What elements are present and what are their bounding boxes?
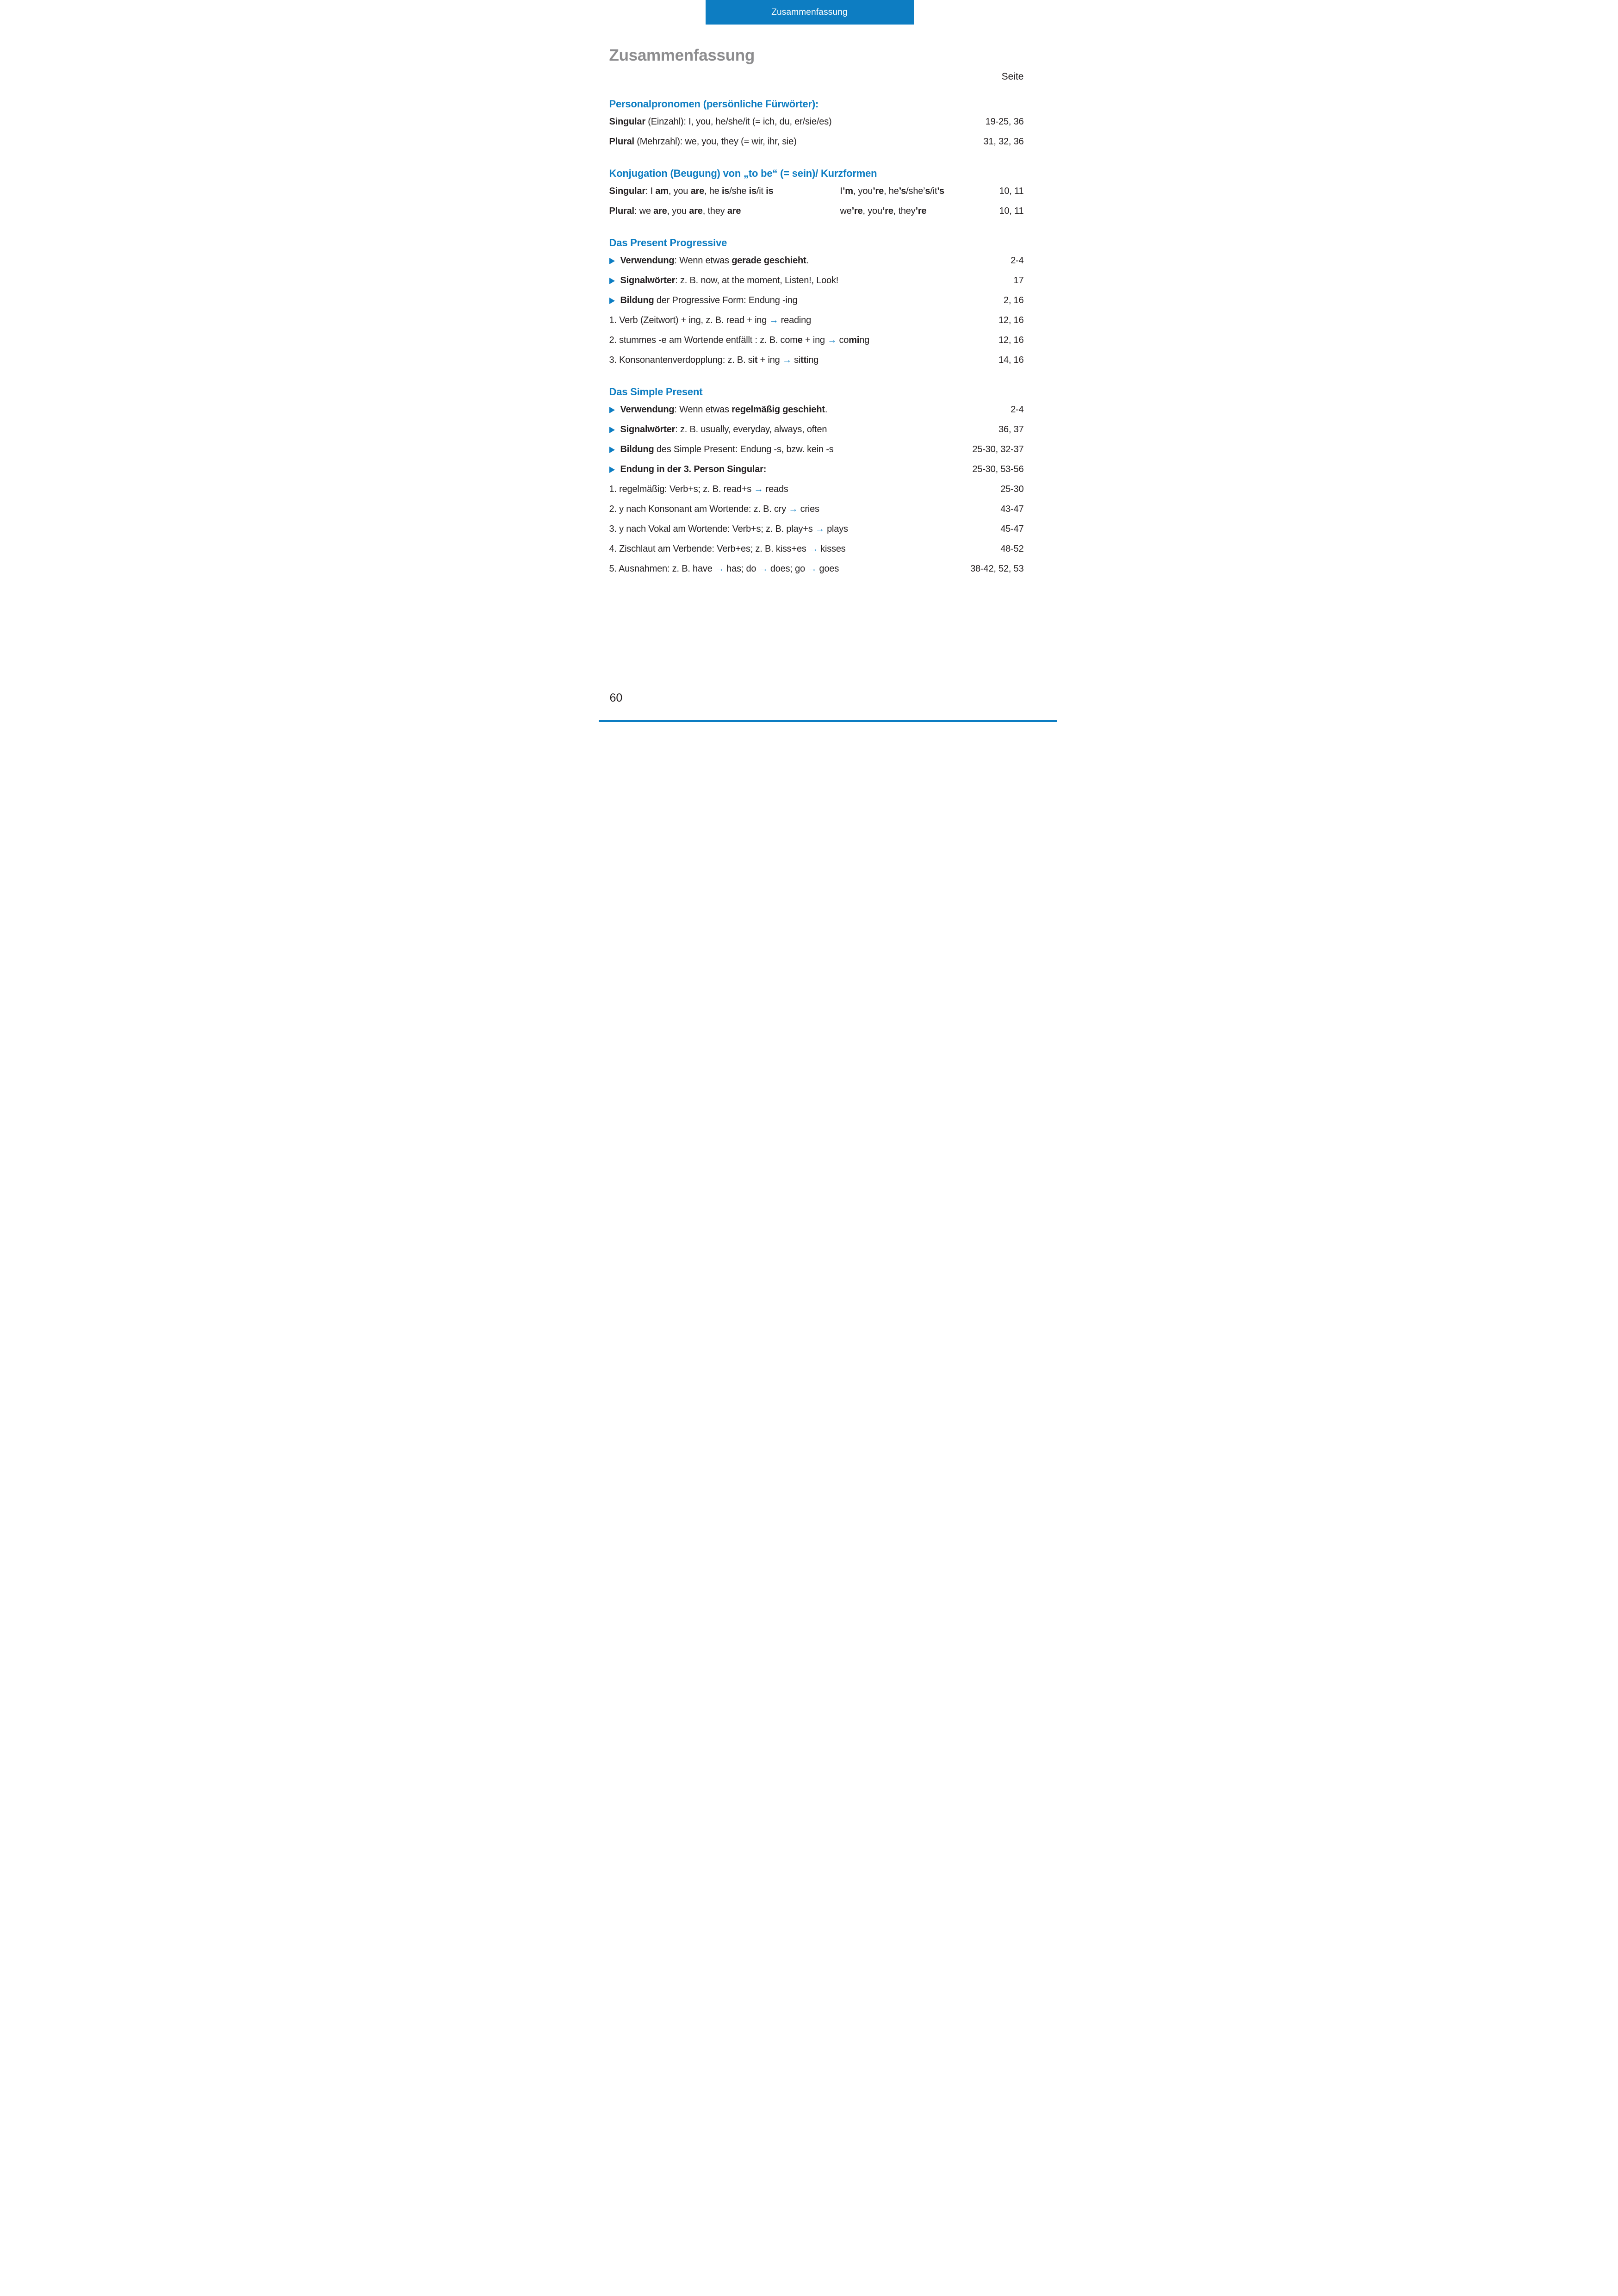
- bold-text: Signalwörter: [620, 275, 676, 286]
- text-segment: 5. Ausnahmen: z. B. have: [609, 564, 715, 574]
- text-segment: co: [837, 335, 849, 345]
- triangle-glyph: [609, 407, 615, 413]
- page-numbers: 36, 37: [998, 424, 1024, 435]
- text-segment: reading: [778, 315, 812, 325]
- summary-row: [609, 539, 1024, 559]
- page-title: Zusammenfassung: [609, 46, 755, 64]
- arrow-bullet-icon: [609, 258, 620, 264]
- summary-row: [609, 440, 1024, 460]
- summary-row: [609, 400, 1024, 420]
- text-segment: 1. Verb (Zeitwort) + ing, z. B. read + ing: [609, 315, 769, 325]
- text-segment: : Wenn etwas: [674, 255, 732, 266]
- bold-text: Bildung: [620, 444, 654, 454]
- page-numbers: 25-30, 32-37: [972, 444, 1024, 454]
- triangle-glyph: [609, 467, 615, 473]
- bold-text: Singular: [609, 186, 645, 196]
- triangle-glyph: [609, 258, 615, 264]
- summary-row: [609, 132, 1024, 152]
- arrow-bullet-icon: [609, 427, 620, 433]
- text-segment: kisses: [818, 544, 846, 554]
- summary-row: [609, 559, 1024, 579]
- text-segment: (Einzahl): I, you, he/she/it (= ich, du, er/sie/es): [645, 117, 832, 127]
- page-numbers: 17: [1013, 275, 1024, 286]
- summary-row: [609, 181, 1024, 201]
- row-text: [609, 544, 846, 554]
- text-segment: , you: [862, 206, 882, 216]
- header-tab-label: Zusammenfassung: [771, 7, 848, 17]
- arrow-right-glyph: →: [815, 524, 824, 534]
- bold-text: t: [754, 355, 758, 365]
- text-segment: 2. y nach Konsonant am Wortende: z. B. cry: [609, 504, 789, 514]
- section-heading: Konjugation (Beugung) von „to be“ (= sein)/ Kurzformen: [609, 168, 877, 179]
- text-segment: ing: [806, 355, 819, 365]
- text-segment: des Simple Present: Endung -s, bzw. kein -s: [654, 444, 834, 454]
- bold-text: gerade geschieht: [732, 255, 806, 266]
- content-area: [555, 46, 1064, 579]
- page-column-label: Seite: [1001, 71, 1024, 82]
- arrow-bullet-icon: [609, 447, 620, 453]
- summary-row: [609, 271, 1024, 291]
- page-number: 60: [609, 691, 623, 704]
- summary-row: [609, 519, 1024, 539]
- text-segment: si: [791, 355, 801, 365]
- text-segment: , they: [702, 206, 727, 216]
- row-contractions: [840, 206, 927, 217]
- text-segment: 3. y nach Vokal am Wortende: Verb+s; z. B. play+s: [609, 524, 815, 534]
- bold-text: ’s: [899, 186, 906, 196]
- text-segment: + ing: [802, 335, 828, 345]
- page-numbers: 38-42, 52, 53: [970, 564, 1024, 574]
- bold-text: are: [689, 206, 703, 216]
- summary-row: [609, 311, 1024, 330]
- bold-text: ’s: [937, 186, 944, 196]
- page-numbers: 25-30: [1000, 484, 1024, 494]
- triangle-glyph: [609, 298, 615, 304]
- bold-text: Bildung: [620, 295, 654, 305]
- bold-text: Singular: [609, 117, 645, 127]
- text-segment: , you: [853, 186, 873, 196]
- bold-text: is: [721, 186, 730, 196]
- sections: [609, 98, 1024, 579]
- arrow-right-glyph: →: [807, 564, 817, 574]
- text-segment: /she’: [906, 186, 925, 196]
- page-numbers: 45-47: [1000, 524, 1024, 534]
- row-text: [620, 444, 834, 455]
- document-page: [555, 0, 1064, 722]
- text-segment: der Progressive Form: Endung -ing: [654, 295, 798, 305]
- summary-row: [609, 479, 1024, 499]
- text-segment: + ing: [757, 355, 782, 365]
- arrow-right-glyph: →: [758, 564, 768, 574]
- bold-text: Verwendung: [620, 255, 675, 266]
- row-text: [609, 335, 870, 346]
- text-segment: .: [806, 255, 809, 266]
- page-header-tab: [706, 0, 914, 25]
- page-numbers: 2-4: [1010, 404, 1024, 415]
- text-segment: /it: [930, 186, 937, 196]
- summary-row: [609, 460, 1024, 479]
- page-numbers: 12, 16: [998, 315, 1024, 325]
- text-segment: plays: [824, 524, 848, 534]
- arrow-right-glyph: →: [827, 335, 837, 345]
- bold-text: s: [925, 186, 930, 196]
- page-numbers: 10, 11: [999, 206, 1024, 216]
- text-segment: I: [840, 186, 843, 196]
- row-text: [609, 355, 819, 366]
- text-segment: we: [840, 206, 852, 216]
- page-numbers: 10, 11: [999, 186, 1024, 196]
- summary-row: [609, 201, 1024, 221]
- row-text: [609, 484, 788, 495]
- row-text: [609, 524, 848, 535]
- arrow-bullet-icon: [609, 467, 620, 473]
- text-segment: /she: [729, 186, 749, 196]
- bold-text: Endung in der 3. Person Singular:: [620, 464, 767, 474]
- bold-text: Verwendung: [620, 404, 675, 415]
- page-numbers: 2-4: [1010, 255, 1024, 266]
- text-segment: 4. Zischlaut am Verbende: Verb+es; z. B. kiss+es: [609, 544, 809, 554]
- text-segment: , you: [667, 206, 689, 216]
- summary-row: [609, 251, 1024, 271]
- text-segment: , he: [884, 186, 899, 196]
- arrow-right-glyph: →: [769, 315, 779, 325]
- text-segment: : Wenn etwas: [674, 404, 732, 415]
- bold-text: ’re: [873, 186, 884, 196]
- bold-text: ’re: [851, 206, 863, 216]
- row-text: [609, 504, 819, 515]
- arrow-right-glyph: →: [714, 564, 724, 574]
- text-segment: , you: [668, 186, 691, 196]
- text-segment: : z. B. now, at the moment, Listen!, Look!: [675, 275, 839, 286]
- triangle-glyph: [609, 427, 615, 433]
- row-text: [620, 424, 827, 435]
- row-text: [609, 564, 839, 574]
- page-numbers: 48-52: [1000, 544, 1024, 554]
- row-text: [620, 255, 809, 266]
- arrow-right-glyph: →: [782, 355, 792, 365]
- bold-text: are: [653, 206, 667, 216]
- bold-text: ’re: [882, 206, 893, 216]
- row-text: [609, 315, 812, 326]
- arrow-bullet-icon: [609, 278, 620, 284]
- bold-text: am: [655, 186, 669, 196]
- section-heading: Das Present Progressive: [609, 237, 727, 249]
- text-segment: 3. Konsonantenverdopplung: z. B. si: [609, 355, 755, 365]
- page-numbers: 25-30, 53-56: [972, 464, 1024, 474]
- page-numbers: 12, 16: [998, 335, 1024, 345]
- bold-text: regelmäßig geschieht: [732, 404, 825, 415]
- page-numbers: 2, 16: [1004, 295, 1024, 305]
- summary-row: [609, 499, 1024, 519]
- row-text: [620, 295, 798, 306]
- row-text: [609, 117, 832, 127]
- row-text: [620, 464, 767, 475]
- text-segment: (Mehrzahl): we, you, they (= wir, ihr, sie): [634, 137, 797, 147]
- summary-row: [609, 350, 1024, 370]
- summary-row: [609, 291, 1024, 311]
- text-segment: 1. regelmäßig: Verb+s; z. B. read+s: [609, 484, 754, 494]
- arrow-bullet-icon: [609, 298, 620, 304]
- triangle-glyph: [609, 278, 615, 284]
- text-segment: : we: [634, 206, 654, 216]
- text-segment: , they: [893, 206, 916, 216]
- text-segment: goes: [817, 564, 839, 574]
- text-segment: : I: [645, 186, 656, 196]
- bold-text: e: [797, 335, 803, 345]
- section-heading: Personalpronomen (persönliche Fürwörter):: [609, 98, 819, 110]
- arrow-right-glyph: →: [809, 544, 818, 554]
- text-segment: 2. stummes -e am Wortende entfällt : z. B. com: [609, 335, 798, 345]
- bold-text: is: [766, 186, 774, 196]
- bold-text: Signalwörter: [620, 424, 676, 435]
- bold-text: tt: [800, 355, 807, 365]
- arrow-right-glyph: →: [788, 504, 798, 514]
- text-segment: .: [824, 404, 828, 415]
- text-segment: does; go: [768, 564, 808, 574]
- bold-text: Plural: [609, 137, 634, 147]
- bold-text: ’re: [915, 206, 927, 216]
- text-segment: has; do: [724, 564, 759, 574]
- bold-text: mi: [849, 335, 860, 345]
- triangle-glyph: [609, 447, 615, 453]
- row-text: [620, 275, 839, 286]
- bold-text: Plural: [609, 206, 634, 216]
- row-text: [620, 404, 828, 415]
- bold-text: are: [727, 206, 741, 216]
- page-numbers: 14, 16: [998, 355, 1024, 365]
- section-heading: Das Simple Present: [609, 386, 703, 398]
- row-text: [609, 186, 840, 197]
- summary-row: [609, 420, 1024, 440]
- text-segment: , he: [704, 186, 722, 196]
- page-numbers: 19-25, 36: [985, 117, 1024, 127]
- bold-text: ’m: [842, 186, 853, 196]
- row-text: [609, 206, 840, 217]
- text-segment: /it: [756, 186, 766, 196]
- arrow-bullet-icon: [609, 407, 620, 413]
- summary-row: [609, 330, 1024, 350]
- bold-text: are: [690, 186, 705, 196]
- text-segment: reads: [763, 484, 788, 494]
- bold-text: is: [749, 186, 756, 196]
- text-segment: : z. B. usually, everyday, always, often: [675, 424, 827, 435]
- row-contractions: [840, 186, 944, 197]
- page-numbers: 31, 32, 36: [983, 137, 1024, 147]
- text-segment: ng: [859, 335, 870, 345]
- summary-row: [609, 112, 1024, 132]
- row-text: [609, 137, 797, 147]
- page-numbers: 43-47: [1000, 504, 1024, 514]
- bottom-rule: [599, 720, 1057, 722]
- arrow-right-glyph: →: [754, 484, 763, 494]
- text-segment: cries: [798, 504, 819, 514]
